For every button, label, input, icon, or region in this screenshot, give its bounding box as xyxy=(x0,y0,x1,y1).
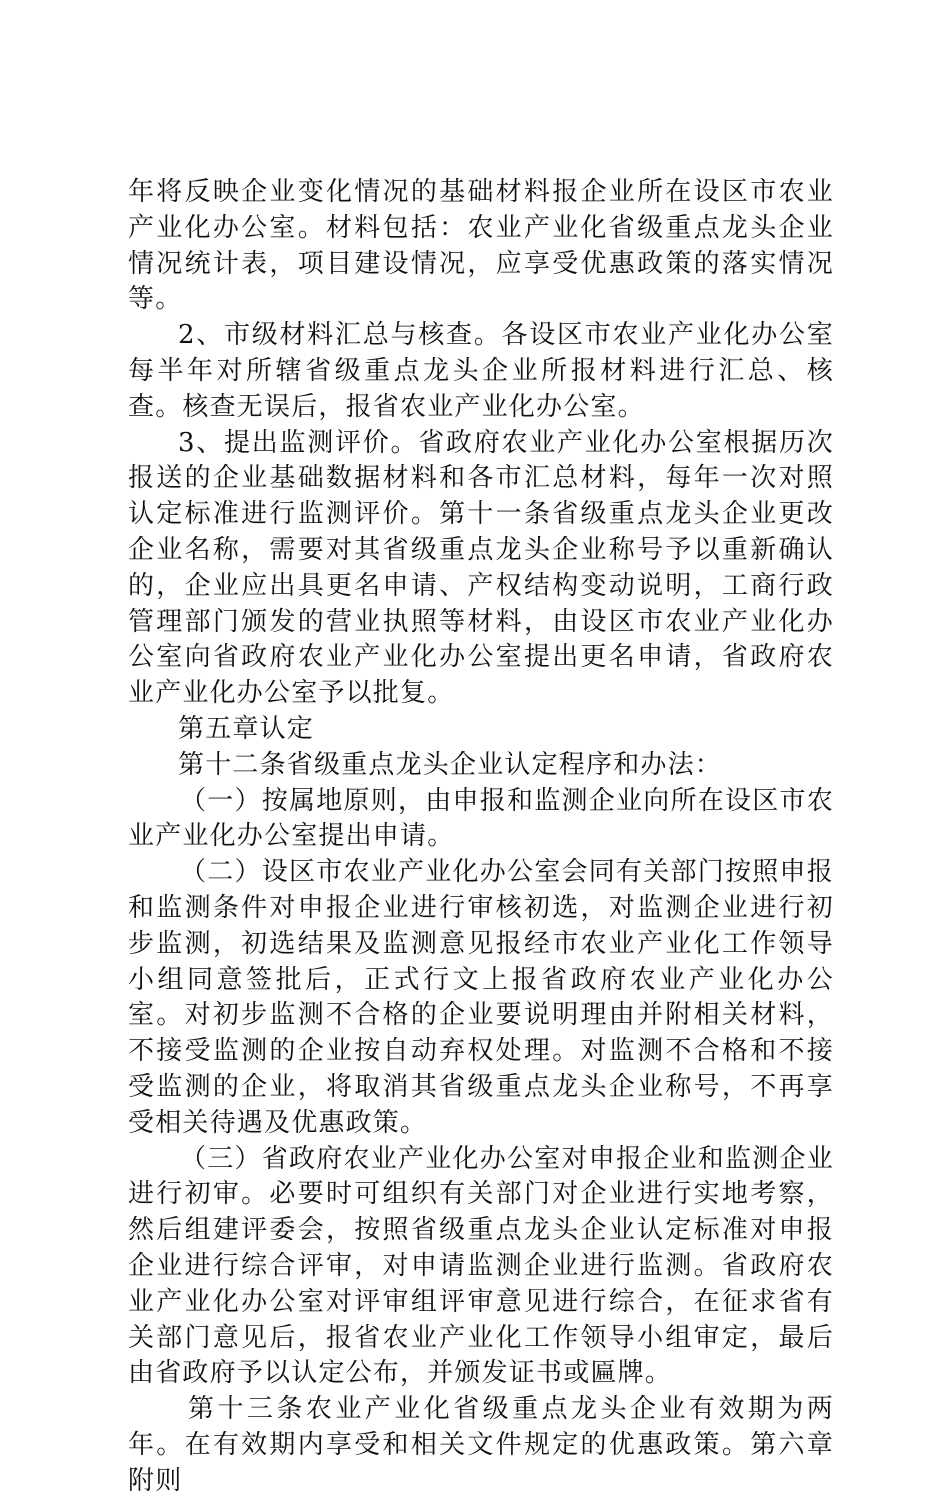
paragraph-item-3: 3、提出监测评价。省政府农业产业化办公室根据历次报送的企业基础数据材料和各市汇总材料，每年一次对照认定标准进行监测评价。第十一条省级重点龙头企业更改企业名称，需要对其省级重点龙头企业称号予以重新确认的，企业应出具更名申请、产权结构变动说明，工商行政管理部门颁发的营业执照等材料，由设区市农业产业化办公室向省政府农业产业化办公室提出更名申请，省政府农业产业化办公室予以批复。 xyxy=(128,427,834,709)
clause-1: （一）按属地原则，由申报和监测企业向所在设区市农业产业化办公室提出申请。 xyxy=(128,785,834,852)
document-body xyxy=(128,175,834,1499)
paragraph-continuation: 年将反映企业变化情况的基础材料报企业所在设区市农业产业化办公室。材料包括：农业产业化省级重点龙头企业情况统计表，项目建设情况，应享受优惠政策的落实情况等。 xyxy=(128,177,834,315)
article-12: 第十二条省级重点龙头企业认定程序和办法： xyxy=(178,749,723,780)
clause-3: （三）省政府农业产业化办公室对申报企业和监测企业进行初审。必要时可组织有关部门对企业进行实地考察，然后组建评委会，按照省级重点龙头企业认定标准对申报企业进行综合评审，对申请监测企业进行监测。省政府农业产业化办公室对评审组评审意见进行综合，在征求省有关部门意见后，报省农业产业化工作领导小组审定，最后由省政府予以认定公布，并颁发证书或匾牌。 xyxy=(128,1143,834,1389)
paragraph-item-2: 2、市级材料汇总与核查。各设区市农业产业化办公室每半年对所辖省级重点龙头企业所报材料进行汇总、核查。核查无误后，报省农业产业化办公室。 xyxy=(128,320,834,422)
chapter-heading: 第五章认定 xyxy=(178,713,315,744)
article-13: 第十三条农业产业化省级重点龙头企业有效期为两年。在有效期内享受和相关文件规定的优惠政策。第六章附则 xyxy=(128,1394,834,1496)
clause-2: （二）设区市农业产业化办公室会同有关部门按照申报和监测条件对申报企业进行审核初选，对监测企业进行初步监测，初选结果及监测意见报经市农业产业化工作领导小组同意签批后，正式行文上报省政府农业产业化办公室。对初步监测不合格的企业要说明理由并附相关材料，不接受监测的企业按自动弃权处理。对监测不合格和不接受监测的企业，将取消其省级重点龙头企业称号，不再享受相关待遇及优惠政策。 xyxy=(128,857,834,1138)
